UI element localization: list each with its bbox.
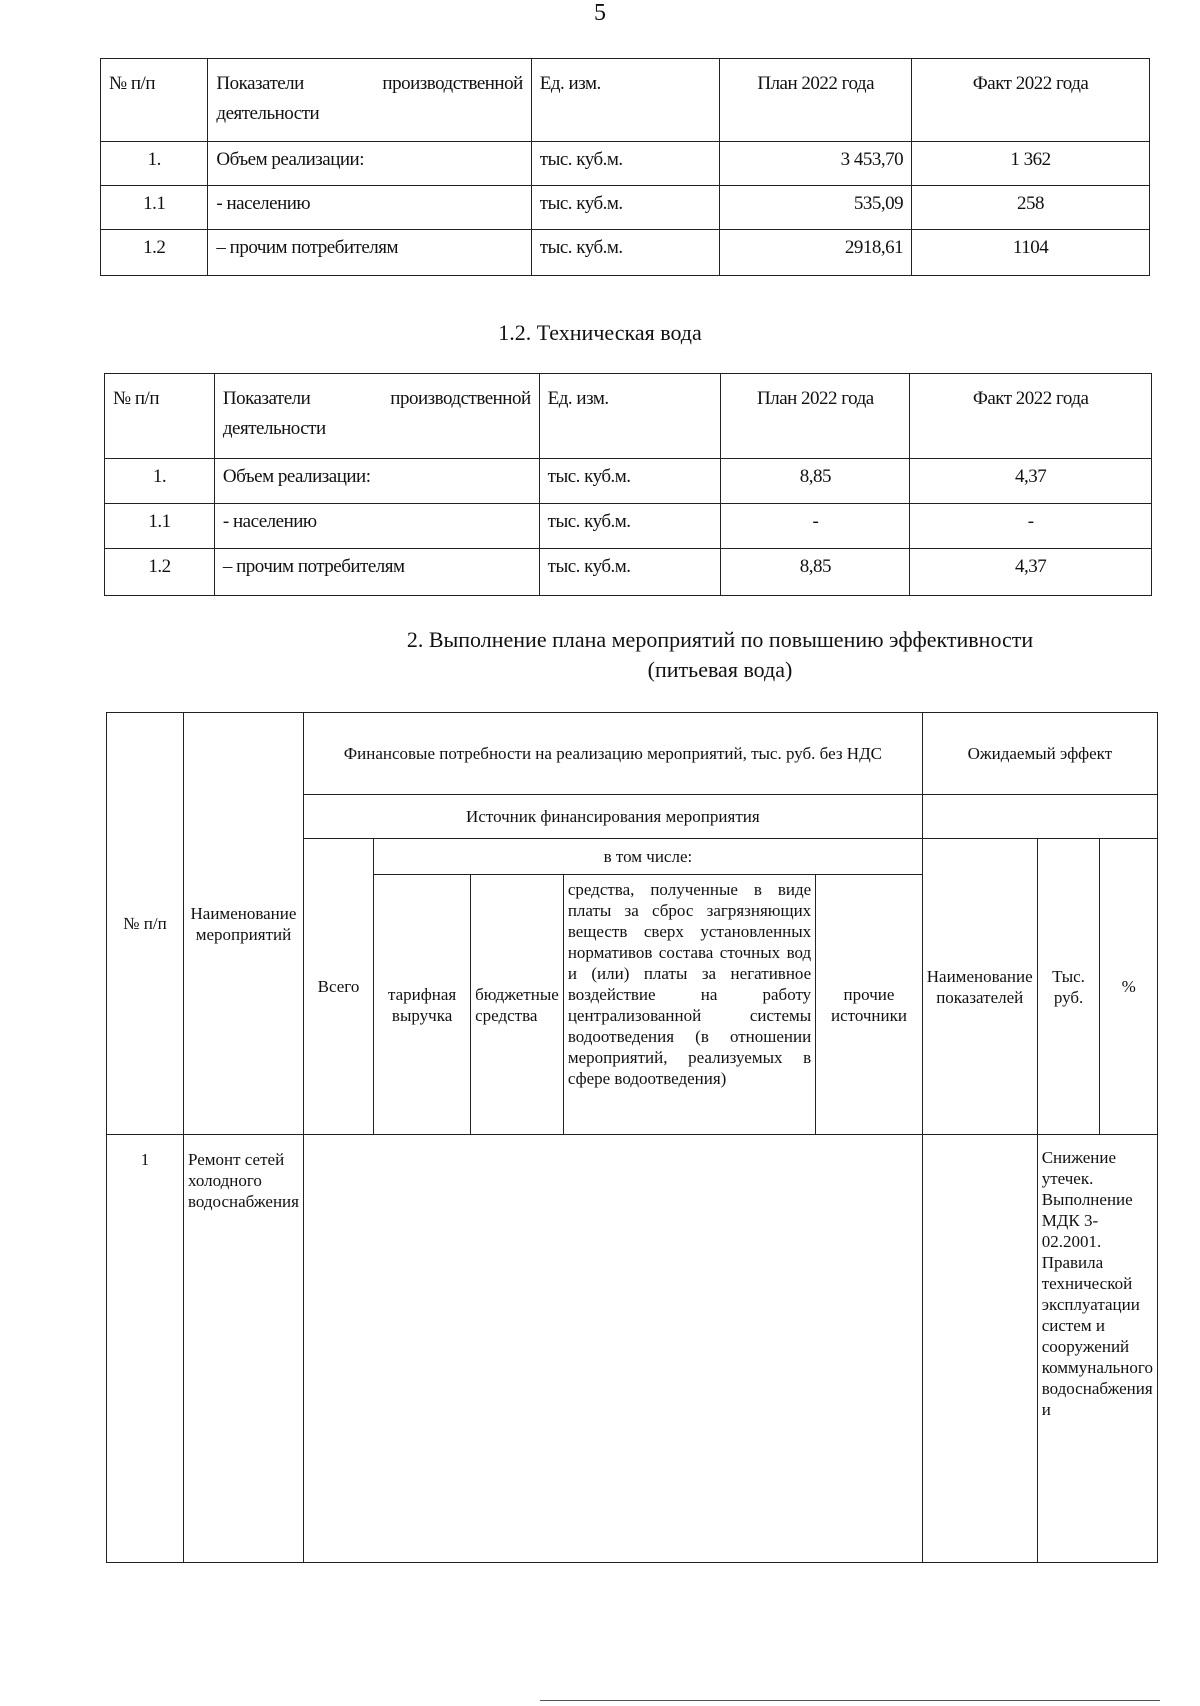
header-indicator-name: Наименование показателей [922,839,1037,1135]
header-financial-needs: Финансовые потребности на реализацию мероприятий, тыс. руб. без НДС [303,713,922,795]
header-fact: Факт 2022 года [910,374,1152,459]
row-unit: тыс. куб.м. [531,230,720,276]
table-row [101,186,1150,230]
row-plan: - [721,504,910,549]
table-row [105,549,1152,596]
row-num: 1.1 [105,504,215,549]
header-unit: Ед. изм. [539,374,721,459]
row-name: - населению [214,504,539,549]
row-num: 1.1 [101,186,208,230]
header-other-sources: прочие источники [816,875,923,1135]
row-plan: 535,09 [720,186,912,230]
row-name: Объем реализации: [208,142,531,186]
header-tariff-revenue: тарифная выручка [374,875,471,1135]
table-row [105,504,1152,549]
section-1-2-title: 1.2. Техническая вода [498,320,702,345]
header-expected-effect: Ожидаемый эффект [922,713,1157,795]
header-total: Всего [303,839,373,1135]
header-budget-funds: бюджетные средства [471,875,564,1135]
header-discharge-funds: средства, полученные в виде платы за сброс загрязняющих веществ сверх установленных нормативов состава сточных вод и (или) платы за негативное воздействие на работу централизованной системы водоотведения (в отношении мероприятий, реализуемых в сфере водоотведения) [563,875,815,1135]
row-unit: тыс. куб.м. [531,142,720,186]
header-percent: % [1100,839,1158,1135]
header-thousand-rub: Тыс. руб. [1037,839,1100,1135]
section-2-title: 2. Выполнение плана мероприятий по повышению эффективности (питьевая вода) [406,627,1034,682]
row-fact: 258 [912,186,1150,230]
row-plan: 8,85 [721,549,910,596]
header-funding-source: Источник финансирования мероприятия [303,795,922,839]
production-table-technical-water [104,373,1152,596]
row-num: 1 [107,1135,184,1563]
header-num: № п/п [101,59,208,142]
row-unit: тыс. куб.м. [539,504,721,549]
row-num: 1.2 [101,230,208,276]
row-unit: тыс. куб.м. [531,186,720,230]
header-indicator: Показатели производственной деятельности [214,374,539,459]
header-fact: Факт 2022 года [912,59,1150,142]
row-num: 1.2 [105,549,215,596]
row-fact: 4,37 [910,549,1152,596]
header-plan: План 2022 года [720,59,912,142]
row-fact: 1104 [912,230,1150,276]
efficiency-measures-table [106,712,1158,1563]
page-bottom-line [540,1700,1160,1701]
table-row [105,459,1152,504]
row-unit: тыс. куб.м. [539,549,721,596]
header-including: в том числе: [374,839,923,875]
row-num: 1. [101,142,208,186]
production-table-drinking-water [100,58,1150,276]
header-num: № п/п [107,713,184,1135]
page-number: 5 [594,0,606,26]
table-row [101,142,1150,186]
row-name: – прочим потребителям [208,230,531,276]
row-num: 1. [105,459,215,504]
row-plan: 3 453,70 [720,142,912,186]
header-num: № п/п [105,374,215,459]
header-indicator: Показатели производственной деятельности [208,59,531,142]
table-row [101,230,1150,276]
row-name: – прочим потребителям [214,549,539,596]
header-name: Наименование мероприятий [183,713,303,1135]
row-effect: Снижение утечек. Выполнение МДК 3-02.2001. Правила технической эксплуатации систем и сооружений коммунального водоснабжения и [1037,1135,1157,1563]
table-row [107,1135,1158,1563]
header-plan: План 2022 года [721,374,910,459]
row-name: Объем реализации: [214,459,539,504]
row-fact: - [910,504,1152,549]
header-unit: Ед. изм. [531,59,720,142]
row-fact: 1 362 [912,142,1150,186]
row-plan: 8,85 [721,459,910,504]
row-plan: 2918,61 [720,230,912,276]
row-name: - населению [208,186,531,230]
row-fact: 4,37 [910,459,1152,504]
row-name: Ремонт сетей холодного водоснабжения [183,1135,303,1563]
row-unit: тыс. куб.м. [539,459,721,504]
